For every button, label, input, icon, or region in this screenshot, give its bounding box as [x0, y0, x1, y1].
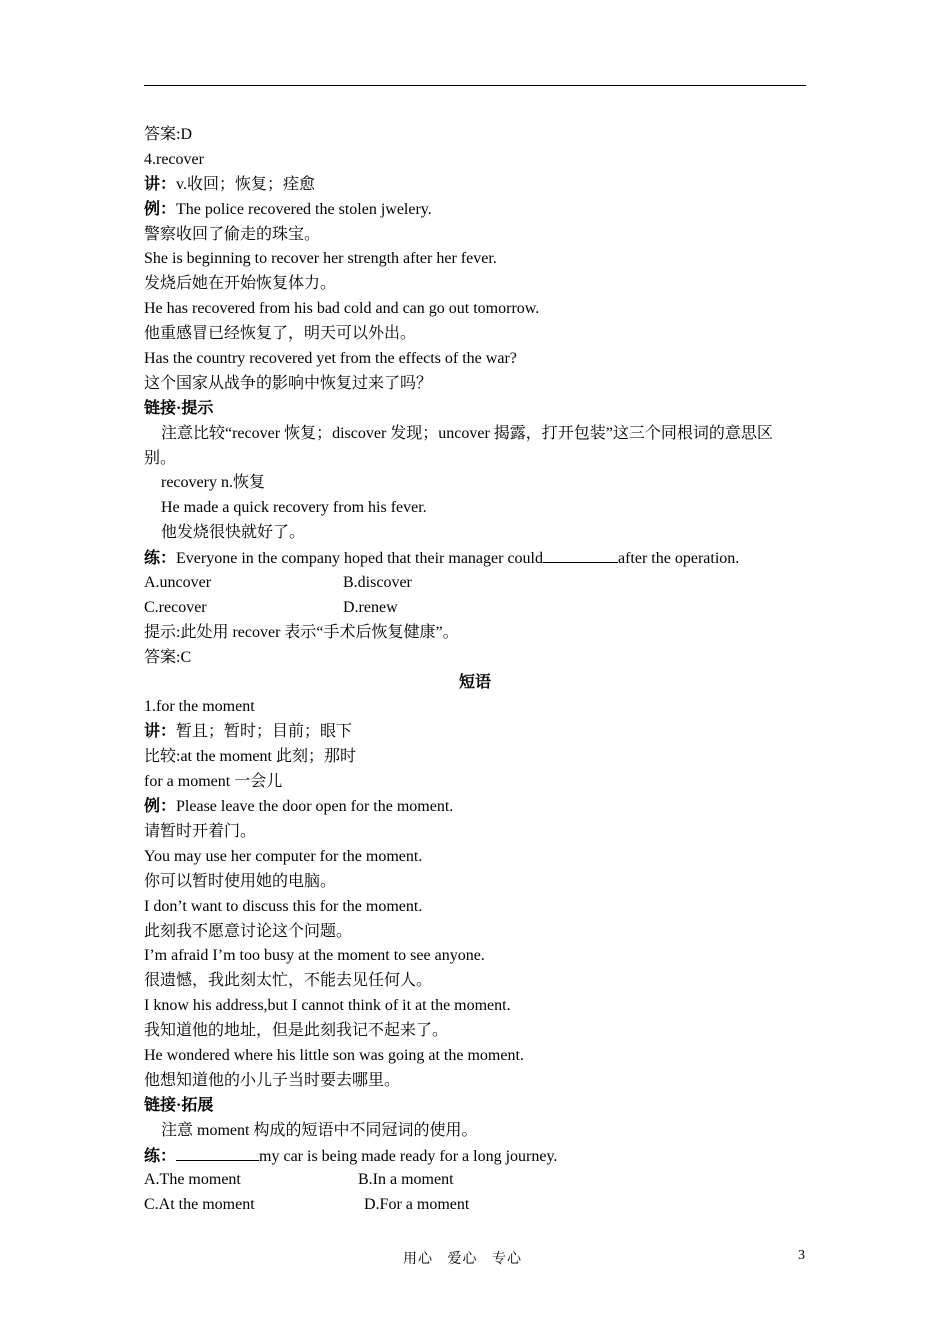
example-zh: 他重感冒已经恢复了，明天可以外出。 [144, 325, 417, 343]
example-zh: 发烧后她在开始恢复体力。 [144, 275, 337, 293]
answer-blank [176, 1144, 259, 1161]
example-en: He made a quick recovery from his fever. [161, 499, 427, 517]
note-text: 注意 moment 构成的短语中不同冠词的使用。 [161, 1121, 478, 1139]
link-heading: 链接·拓展 [144, 1096, 214, 1114]
footer-motto: 用心 爱心 专心 [403, 1252, 522, 1267]
compare-line: 比较:at the moment 此刻；那时 [144, 748, 356, 766]
note-text: 注意比较“recover 恢复；discover 发现；uncover 揭露，打开包装”这三个同根词的意思区 [161, 424, 773, 442]
example-zh: 我知道他的地址，但是此刻我记不起来了。 [144, 1022, 449, 1040]
explanation-text: v.收回；恢复；痊愈 [176, 175, 315, 193]
answer-line: 答案:D [144, 126, 193, 143]
answer-blank [543, 546, 618, 563]
entry-title: 1.for the moment [144, 698, 255, 716]
options-row [144, 1193, 814, 1218]
option-a: A.uncover [144, 574, 212, 592]
section-heading: 短语 [458, 673, 491, 691]
example-line [144, 198, 814, 223]
exercise-question [144, 1144, 814, 1169]
lian-label: 练： [144, 1147, 177, 1165]
option-d: D.For a moment [364, 1196, 470, 1214]
option-c: C.At the moment [144, 1196, 255, 1214]
example-zh: 这个国家从战争的影响中恢复过来了吗？ [144, 374, 433, 392]
page-number: 3 [798, 1248, 805, 1263]
link-heading: 链接·提示 [144, 399, 214, 417]
option-d: D.renew [343, 598, 398, 616]
example-en: I’m afraid I’m too busy at the moment to see anyone. [144, 947, 485, 965]
example-en: I don’t want to discuss this for the moment. [144, 897, 423, 915]
example-en: She is beginning to recover her strength after her fever. [144, 250, 497, 268]
question-text: my car is being made ready for a long journey. [259, 1147, 558, 1165]
header-rule [144, 85, 806, 86]
example-zh: 此刻我不愿意讨论这个问题。 [144, 922, 353, 940]
option-b: B.discover [343, 574, 412, 592]
explanation-text: 暂且；暂时；目前；眼下 [176, 723, 353, 741]
options-row [144, 571, 814, 596]
example-en: He has recovered from his bad cold and can go out tomorrow. [144, 300, 540, 318]
example-zh: 他发烧很快就好了。 [161, 524, 306, 542]
recovery-definition: recovery n.恢复 [161, 474, 265, 492]
exercise-question [144, 546, 814, 571]
question-text-end: after the operation. [618, 550, 740, 568]
li-label: 例： [144, 200, 177, 218]
answer-line: 答案:C [144, 648, 192, 666]
example-en: He wondered where his little son was going at the moment. [144, 1046, 524, 1064]
option-c: C.recover [144, 598, 207, 616]
option-b: B.In a moment [358, 1171, 454, 1189]
jiang-label: 讲： [144, 723, 177, 741]
example-zh: 请暂时开着门。 [144, 822, 257, 840]
example-zh: 很遗憾，我此刻太忙，不能去见任何人。 [144, 972, 433, 990]
example-en: Please leave the door open for the moment. [176, 798, 454, 816]
example-en: The police recovered the stolen jwelery. [176, 200, 432, 218]
example-en: I know his address,but I cannot think of it at the moment. [144, 997, 511, 1015]
jiang-label: 讲： [144, 175, 177, 193]
li-label: 例： [144, 798, 177, 816]
explanation-line [144, 173, 814, 198]
example-zh: 警察收回了偷走的珠宝。 [144, 225, 321, 243]
note-text-cont: 别。 [144, 449, 177, 467]
compare-line: for a moment 一会儿 [144, 773, 283, 791]
entry-title: 4.recover [144, 150, 204, 168]
question-text: Everyone in the company hoped that their manager could [176, 550, 543, 568]
hint-line: 提示:此处用 recover 表示“手术后恢复健康”。 [144, 623, 459, 641]
example-zh: 他想知道他的小儿子当时要去哪里。 [144, 1071, 401, 1089]
example-line [144, 795, 814, 820]
options-row [144, 596, 814, 621]
explanation-line [144, 720, 814, 745]
lian-label: 练： [144, 550, 177, 568]
options-row [144, 1168, 814, 1193]
example-en: You may use her computer for the moment. [144, 847, 423, 865]
example-zh: 你可以暂时使用她的电脑。 [144, 872, 337, 890]
document-body [144, 123, 814, 1218]
example-en: Has the country recovered yet from the effects of the war? [144, 350, 517, 368]
option-a: A.The moment [144, 1171, 241, 1189]
